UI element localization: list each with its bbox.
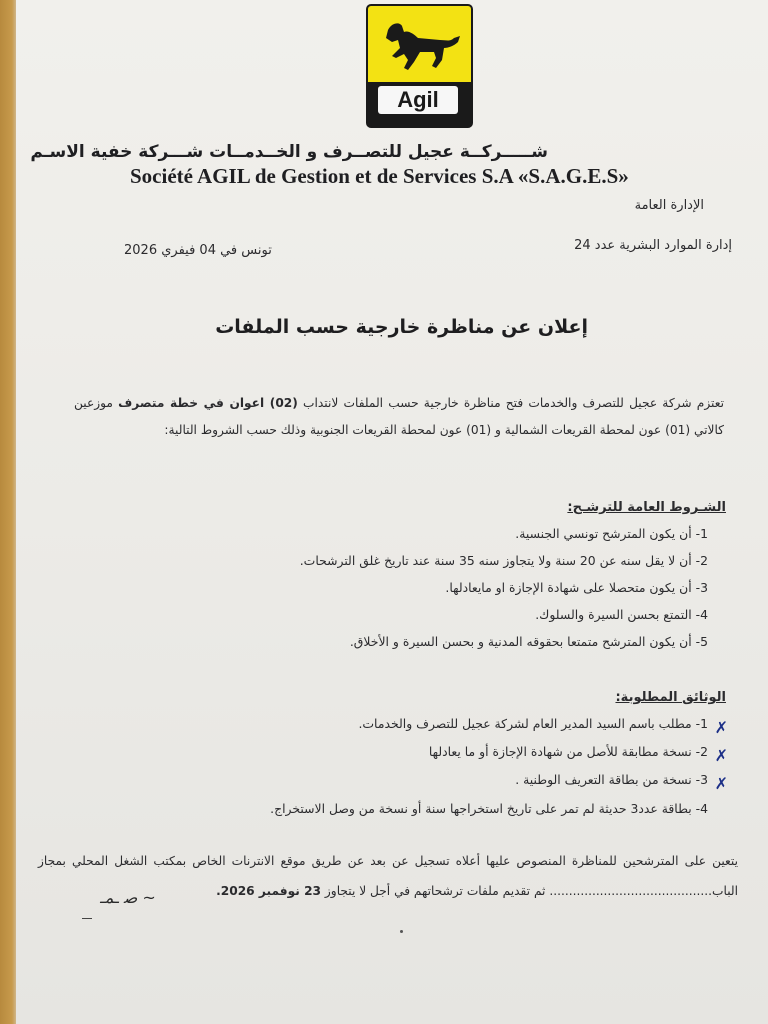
- logo-band: [368, 82, 471, 126]
- condition-item: 4- التمتع بحسن السيرة والسلوك.: [535, 607, 708, 622]
- pen-mark: [82, 918, 92, 919]
- condition-item: 1- أن يكون المترشح تونسي الجنسية.: [515, 526, 708, 541]
- general-conditions-heading: الشـروط العامة للترشـح:: [567, 500, 726, 515]
- logo-emblem: [368, 6, 471, 82]
- closing-deadline: 23 نوفمبر 2026.: [216, 884, 322, 898]
- logo-text: Agil: [378, 86, 458, 114]
- condition-item: 3- أن يكون متحصلا على شهادة الإجازة او مايعادلها.: [445, 580, 708, 595]
- intro-text-part2: موزعين كالاتي (01) عون لمحطة القريعات الشمالية و (01) عون لمحطة القريعات الجنوبية وذلك حسب الشروط التالية:: [74, 396, 724, 437]
- document-item: 1- مطلب باسم السيد المدير العام لشركة عجيل للتصرف والخدمات.: [358, 716, 708, 731]
- document-page: [16, 0, 768, 1024]
- department-label: الإدارة العامة: [634, 198, 704, 213]
- company-name-french: Société AGIL de Gestion et de Services S.A «S.A.G.E.S»: [130, 164, 629, 188]
- date-line: تونس في 04 فيفري 2026: [124, 243, 272, 258]
- horse-logo-icon: [374, 16, 466, 74]
- ink-dot: [400, 930, 403, 933]
- closing-text: يتعين على المترشحين للمناظرة المنصوص عليها أعلاه تسجيل عن بعد عن طريق موقع الانترنات الخاص بمكتب الشغل المحلي بمجاز الباب.......................................... ثم تقديم ملفات ترشحاتهم في أجل لا يتجاوز: [38, 854, 738, 898]
- intro-paragraph: [74, 390, 724, 444]
- check-mark-icon: ✗: [714, 718, 728, 737]
- condition-item: 5- أن يكون المترشح متمتعا بحقوقه المدنية و بحسن السيرة و الأخلاق.: [349, 634, 708, 649]
- handwritten-signature: ص‍ ـمـ ~: [100, 888, 156, 907]
- hr-reference: إدارة الموارد البشرية عدد 24: [574, 238, 732, 253]
- document-item: 2- نسخة مطابقة للأصل من شهادة الإجازة أو ما يعادلها: [428, 744, 708, 759]
- condition-item: 2- أن لا يقل سنه عن 20 سنة ولا يتجاوز سنه 35 سنة عند تاريخ غلق الترشحات.: [299, 553, 708, 568]
- intro-text-part1: تعتزم شركة عجيل للتصرف والخدمات فتح مناظرة خارجية حسب الملفات لانتداب: [297, 396, 724, 410]
- check-mark-icon: ✗: [714, 774, 728, 793]
- required-documents-heading: الوثائق المطلوبة:: [615, 690, 726, 705]
- company-name-arabic: شـــــركــة عجيل للتصــرف و الخــدمــات شـــركة خفية الاسـم: [30, 142, 548, 162]
- document-item: 4- بطاقة عدد3 حديثة لم تمر على تاريخ استخراجها سنة أو نسخة من وصل الاستخراج.: [270, 801, 708, 816]
- announcement-title: إعلان عن مناظرة خارجية حسب الملفات: [215, 316, 588, 338]
- document-item: 3- نسخة من بطاقة التعريف الوطنية .: [515, 772, 708, 787]
- intro-bold-count: (02) اعوان في خطة متصرف: [118, 396, 298, 410]
- agil-logo: [366, 4, 473, 128]
- check-mark-icon: ✗: [714, 746, 728, 765]
